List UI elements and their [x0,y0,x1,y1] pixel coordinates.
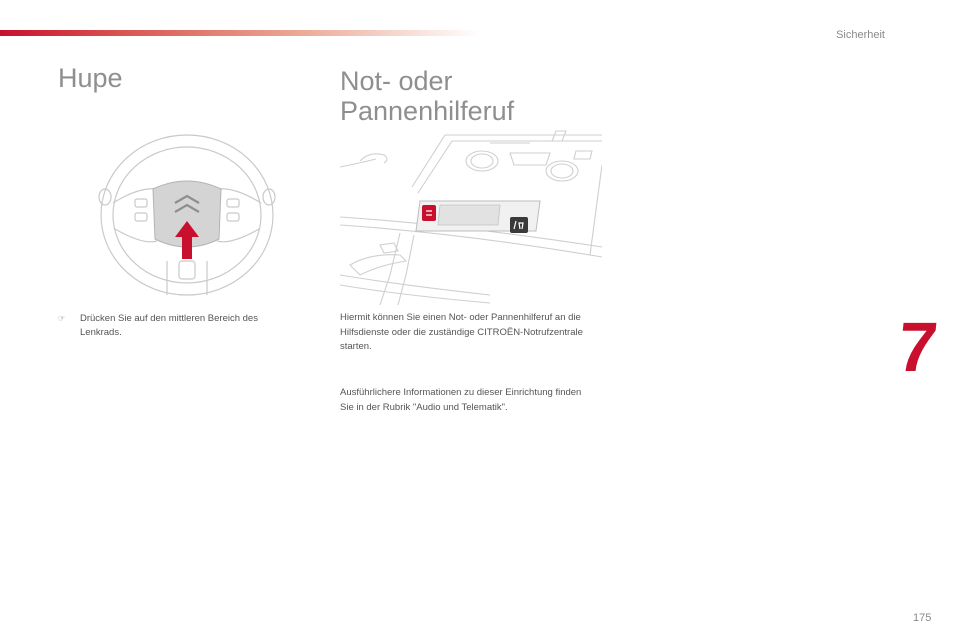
ceiling-console-emergency-button-illustration [340,125,602,305]
emergency-call-title: Not- oder Pannenhilferuf [340,66,515,126]
page-number: 175 [913,612,932,624]
emergency-call-more-info: Ausführlichere Informationen zu dieser Einrichtung finden Sie in der Rubrik "Audio und Telematik". [340,387,582,413]
horn-instruction-text: Drücken Sie auf den mittleren Bereich des Lenkrads. [80,313,258,338]
pointer-bullet-icon: ☞ [58,314,66,323]
section-label: Sicherheit [836,29,885,41]
steering-wheel-horn-illustration [95,133,280,298]
chapter-number: 7 [893,308,942,386]
horn-title: Hupe [58,63,123,93]
header-accent-bar [0,30,480,36]
emergency-call-description: Hiermit können Sie einen Not- oder Pannenhilferuf an die Hilfsdienste oder die zuständige CITROËN-Notrufzentrale starten. [340,312,583,352]
emergency-button-icon [422,205,436,221]
